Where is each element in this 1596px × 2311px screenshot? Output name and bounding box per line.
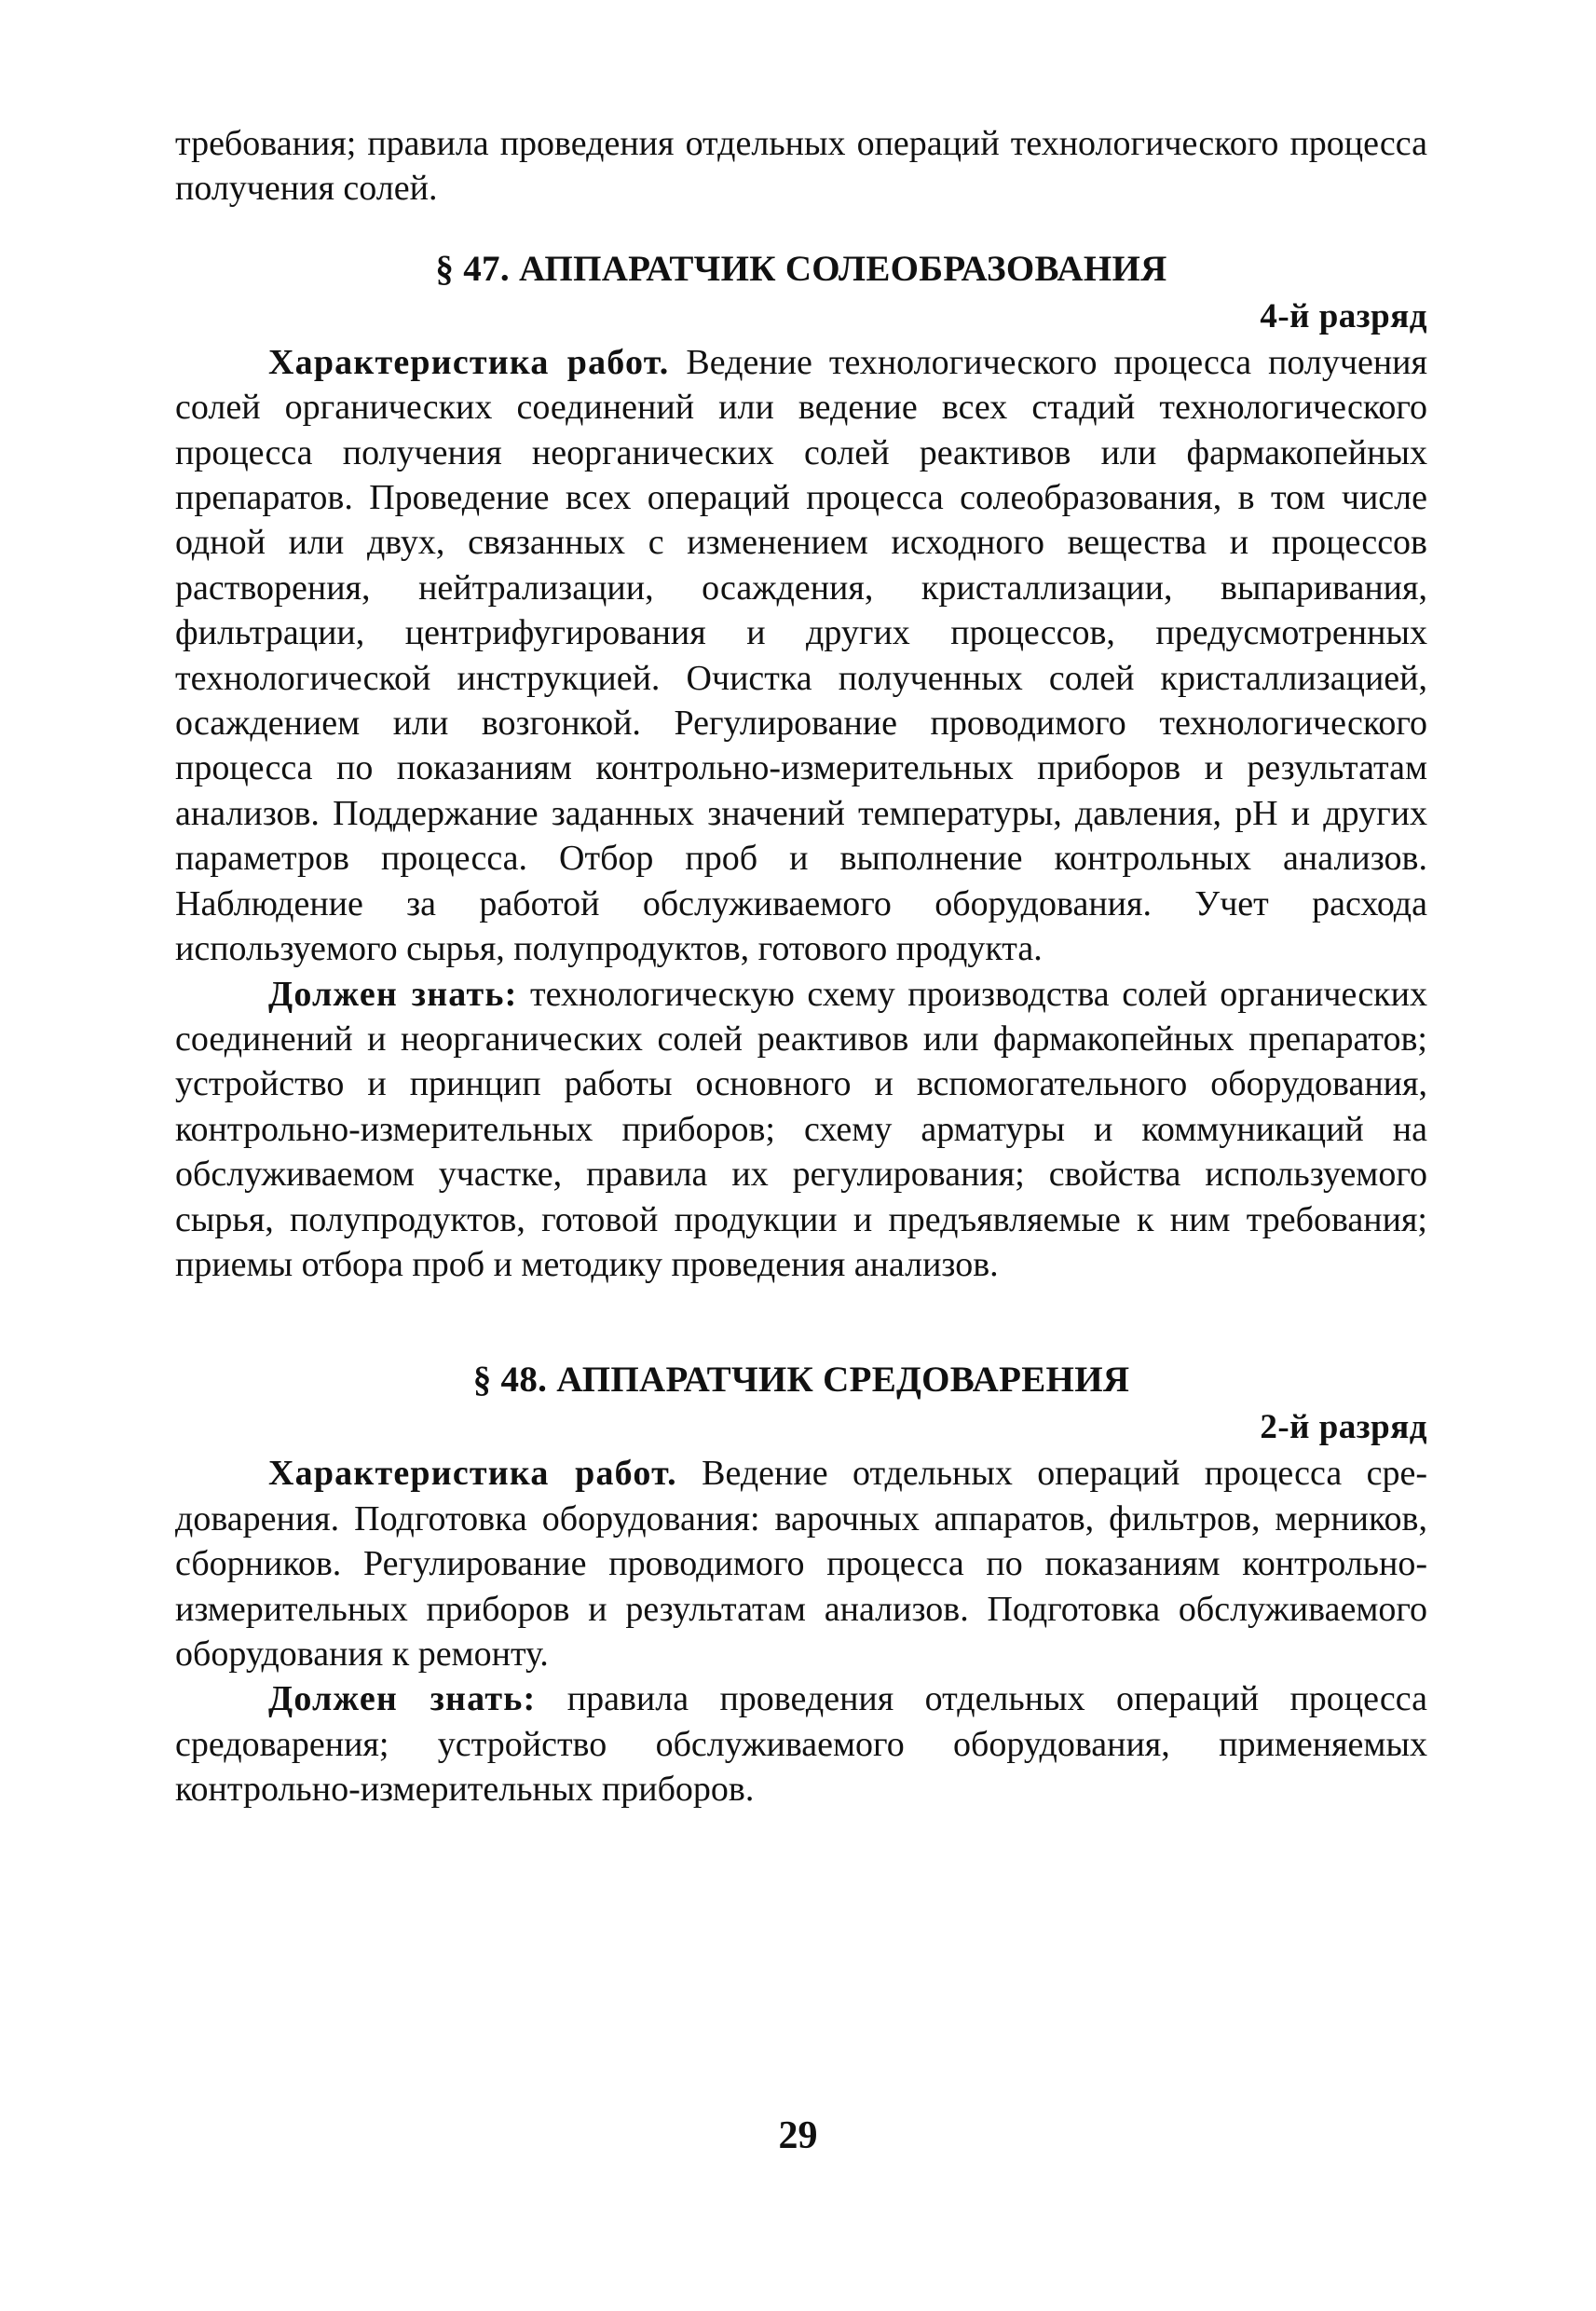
section-47-knowledge-label: Должен знать:	[268, 974, 518, 1014]
page-number: 29	[778, 2114, 818, 2157]
section-48-characteristic-text: Ведение отдельных операций процесса средоварения. Подготовка оборудования: варочных аппаратов, фильтров, мерников, сборников. Регулирование проводимого процесса по показаниям контрольно-измерительных приборов и результатам анализов. Подготовка обслуживаемого оборудования к ремонту.	[175, 1454, 1427, 1674]
section-47-heading: § 47. АППАРАТЧИК СОЛЕОБРАЗОВАНИЯ	[435, 248, 1167, 289]
continuation-paragraph: требования; правила проведения отдельных операций технологического процесса получения солей.	[175, 124, 1427, 209]
section-48-heading: § 48. АППАРАТЧИК СРЕДОВАРЕНИЯ	[472, 1360, 1130, 1401]
section-47-grade: 4-й разряд	[1260, 296, 1427, 335]
section-48-characteristic-paragraph	[175, 1451, 1427, 1676]
page-body	[175, 121, 1427, 1812]
section-48-grade: 2-й разряд	[1260, 1408, 1427, 1447]
section-48-characteristic-label: Характеристика работ.	[268, 1454, 677, 1494]
section-48-knowledge-text: правила проведения отдельных операций процесса средоварения; устройство обслуживаемого оборудования, применяемых контрольно-измерительных приборов.	[175, 1679, 1427, 1810]
section-47-characteristic-label: Характеристика работ.	[268, 342, 670, 382]
section-47-knowledge-text: технологическую схему производства солей органических соединений и неорганических солей реактивов или фармакопейных препаратов; устройство и принцип работы основного и вспомогательного оборудования, контрольно-измерительных приборов; схему арматуры и коммуникаций на обслуживаемом участке, правила их регулирования; свойства используемого сырья, полупродуктов, готовой продукции и предъявляемые к ним требования; приемы отбора проб и методику проведения анализов.	[175, 974, 1427, 1284]
section-48-knowledge-label: Должен знать:	[268, 1679, 537, 1719]
section-48-knowledge-paragraph	[175, 1676, 1427, 1812]
section-47-knowledge-paragraph	[175, 972, 1427, 1288]
section-47-characteristic-paragraph	[175, 340, 1427, 972]
section-47-characteristic-text: Ведение технологического процесса получения солей органических соединений или ведение всех стадий технологического процесса получения неорганических солей реактивов или фармакопейных препаратов. Проведение всех операций процесса солеобразования, в том числе одной или двух, связанных с изменением исходного вещества и процессов растворения, нейтрализации, осаждения, кристаллизации, выпаривания, фильтрации, центрифугирования и других процессов, предусмотренных технологической инструкцией. Очистка полученных солей кристаллизацией, осаждением или возгонкой. Регулирование проводимого технологического процесса по показаниям контрольно-измерительных приборов и результатам анализов. Поддержание заданных значений температуры, давления, pH и других параметров процесса. Отбор проб и выполнение контрольных анализов. Наблюдение за работой обслуживаемого оборудования. Учет расхода используемого сырья, полупродуктов, готового продукта.	[175, 342, 1427, 969]
